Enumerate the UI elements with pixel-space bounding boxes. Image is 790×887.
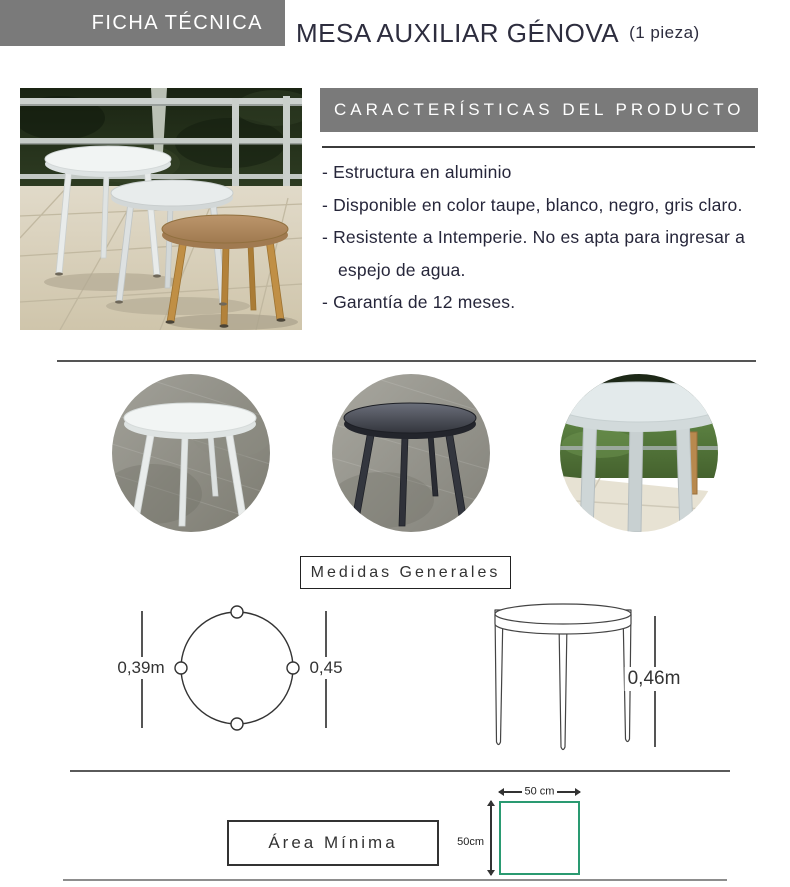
min-area-height-label: 50cm (457, 836, 484, 848)
characteristic-item: - Garantía de 12 meses. (322, 292, 516, 312)
characteristic-item: - Disponible en color taupe, blanco, negro, gris claro. (322, 194, 743, 215)
dimension-line (490, 801, 492, 875)
separator-line (70, 770, 730, 772)
detail-photo-white-table (112, 374, 270, 532)
product-title: MESA AUXILIAR GÉNOVA (296, 17, 620, 48)
min-area-square (499, 801, 580, 875)
page-title (296, 10, 700, 56)
black-table-illustration (332, 374, 490, 532)
product-photo-illustration (20, 88, 302, 330)
height-dimension-label: 0,46m (625, 667, 684, 691)
badge-label: FICHA TÉCNICA (91, 11, 263, 34)
product-photo (20, 88, 302, 330)
width-dimension-label: 0,39m (114, 657, 167, 679)
medidas-generales-box (300, 556, 511, 589)
table-top-view-drawing (170, 601, 304, 735)
bottom-border-line (63, 879, 727, 881)
characteristic-item: - Resistente a Intemperie. No es apta para ingresar a espejo de agua. (322, 227, 746, 280)
characteristics-rule (322, 146, 755, 148)
side-view-diagram (488, 598, 638, 755)
characteristics-heading (320, 88, 758, 132)
detail-photo-gray-table-closeup (560, 374, 718, 532)
ficha-tecnica-badge (0, 0, 285, 46)
top-view-diagram (170, 601, 304, 735)
area-minima-label: Área Mínima (268, 833, 398, 852)
arrow-down-icon (487, 870, 495, 876)
min-area-width-label: 50 cm (522, 785, 558, 797)
medidas-generales-label: Medidas Generales (310, 563, 501, 581)
product-subtitle: (1 pieza) (629, 23, 700, 42)
table-side-view-drawing (488, 598, 638, 755)
detail-photo-black-table (332, 374, 490, 532)
gray-table-closeup-illustration (560, 374, 718, 532)
arrow-right-icon (575, 788, 581, 796)
min-area-height-dimension (486, 801, 495, 875)
separator-line (57, 360, 756, 362)
characteristics-list (322, 156, 774, 319)
characteristic-item: - Estructura en aluminio (322, 162, 512, 182)
depth-dimension-label: 0,45 (306, 657, 345, 679)
characteristics-heading-label: CARACTERÍSTICAS DEL PRODUCTO (334, 100, 745, 119)
white-table-illustration (112, 374, 270, 532)
area-minima-box (227, 820, 439, 866)
min-area-width-dimension (499, 787, 580, 796)
